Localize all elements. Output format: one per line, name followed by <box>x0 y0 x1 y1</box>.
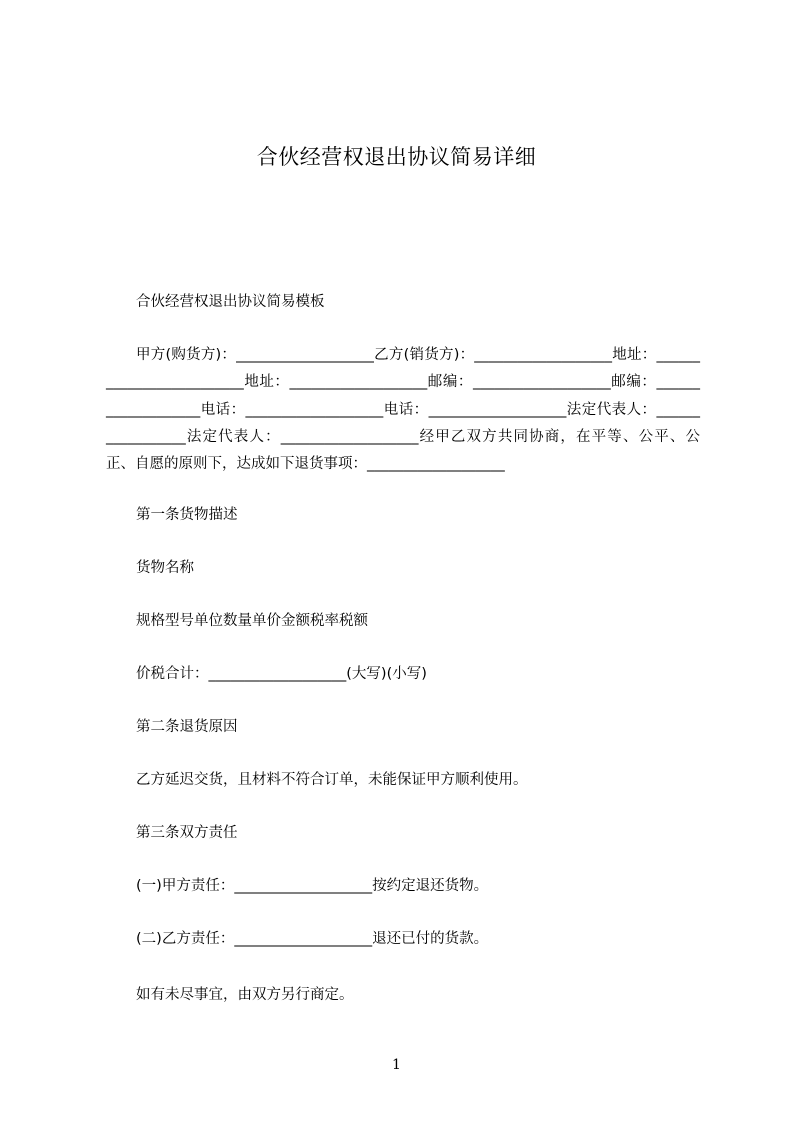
document-title: 合伙经营权退出协议简易详细 <box>256 145 537 169</box>
article-3-title: 第三条双方责任 <box>136 825 238 841</box>
page-number: 1 <box>392 1057 401 1073</box>
parties-paragraph: 甲方(购货方)：___________________乙方(销货方)：___________________地址：_________________________地址：___________________邮编：___________________邮编：___________________电话：___________________电话：___________________法定代表人：_________________法定代表人：___________________经甲乙双方共同协商，在平等、公平、公正、自愿的原则下，达成如下退货事项：___________________ <box>106 347 700 473</box>
party-b-duty: (二)乙方责任：___________________退还已付的货款。 <box>136 931 489 947</box>
closing-note: 如有未尽事宜，由双方另行商定。 <box>136 987 354 1003</box>
goods-name-label: 货物名称 <box>136 560 194 576</box>
article-2-reason: 乙方延迟交货，且材料不符合订单，未能保证甲方顺利使用。 <box>136 772 528 788</box>
article-1-title: 第一条货物描述 <box>136 507 238 523</box>
goods-columns-line: 规格型号单位数量单价金额税率税额 <box>136 613 368 629</box>
price-tax-total: 价税合计：___________________(大写)(小写) <box>136 666 427 682</box>
template-heading: 合伙经营权退出协议简易模板 <box>136 294 325 310</box>
party-a-duty: (一)甲方责任：___________________按约定退还货物。 <box>136 878 489 894</box>
article-2-title: 第二条退货原因 <box>136 719 238 735</box>
